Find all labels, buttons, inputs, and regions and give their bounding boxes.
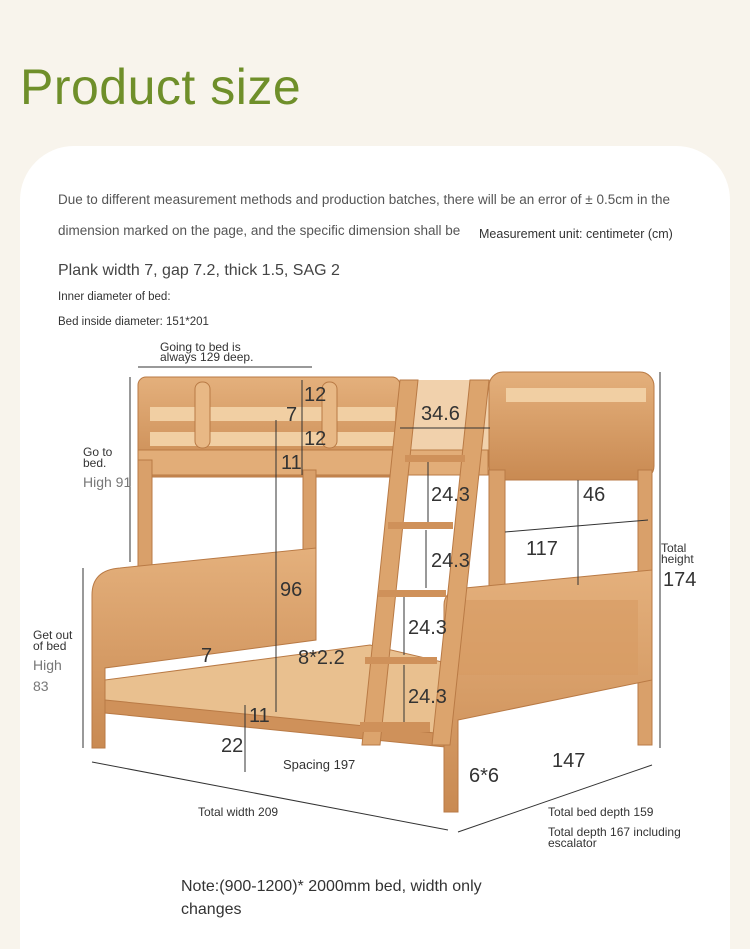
- total-bed-depth-159: Total bed depth 159: [548, 805, 654, 819]
- plank-spec: Plank width 7, gap 7.2, thick 1.5, SAG 2: [58, 262, 340, 279]
- dim-22: 22: [221, 735, 244, 757]
- dim-174: 174: [663, 569, 697, 591]
- dim-7-slat: 7: [201, 645, 213, 667]
- total-width-209: Total width 209: [198, 805, 279, 819]
- go-to-bed-label-1: Go to: [83, 445, 113, 459]
- total-depth-escalator-2: escalator: [548, 836, 597, 850]
- inner-diameter-label: Inner diameter of bed:: [58, 291, 171, 303]
- dim-12-mid: 12: [304, 428, 327, 450]
- dim-24-3-b: 24.3: [431, 550, 470, 572]
- dim-24-3-a: 24.3: [431, 484, 470, 506]
- dim-11-lower: 11: [249, 705, 270, 727]
- dim-117: 117: [526, 538, 558, 560]
- high-label: High: [33, 657, 62, 673]
- dim-46: 46: [583, 484, 606, 506]
- dim-34-6: 34.6: [421, 403, 460, 425]
- dim-96: 96: [280, 579, 303, 601]
- total-height-label-2: height: [661, 552, 694, 566]
- upper-headboard: [489, 372, 654, 480]
- dim-147: 147: [552, 750, 586, 772]
- dim-8x2-2: 8*2.2: [298, 647, 345, 669]
- error-note-line2: dimension marked on the page, and the specific dimension shall be: [58, 223, 461, 238]
- bottom-note: Note:(900-1200)* 2000mm bed, width only changes: [181, 878, 482, 918]
- total-height-label-1: Total: [661, 541, 687, 555]
- get-out-label-1: Get out: [33, 628, 73, 642]
- going-to-bed-label-2: always 129 deep.: [160, 350, 254, 364]
- error-note-line1: Due to different measurement methods and production batches, there will be an error of ± 0.5cm in the: [58, 192, 670, 207]
- dim-7-gap: 7: [286, 404, 298, 426]
- dim-12-top: 12: [304, 384, 327, 406]
- dim-6x6: 6*6: [469, 765, 500, 787]
- high-91: High 91: [83, 474, 132, 490]
- spacing-197: Spacing 197: [283, 757, 356, 772]
- get-out-label-2: of bed: [33, 639, 67, 653]
- dim-24-3-d: 24.3: [408, 686, 447, 708]
- total-depth-escalator-1: Total depth 167 including: [548, 825, 681, 839]
- high-83: 83: [33, 678, 49, 694]
- going-to-bed-label-1: Going to bed is: [160, 340, 241, 354]
- page-title: Product size: [20, 59, 302, 115]
- measurement-unit: Measurement unit: centimeter (cm): [479, 227, 673, 241]
- dim-11-upper: 11: [281, 452, 302, 474]
- go-to-bed-label-2: bed.: [83, 456, 107, 470]
- inside-diameter: Bed inside diameter: 151*201: [58, 316, 209, 328]
- dim-24-3-c: 24.3: [408, 617, 447, 639]
